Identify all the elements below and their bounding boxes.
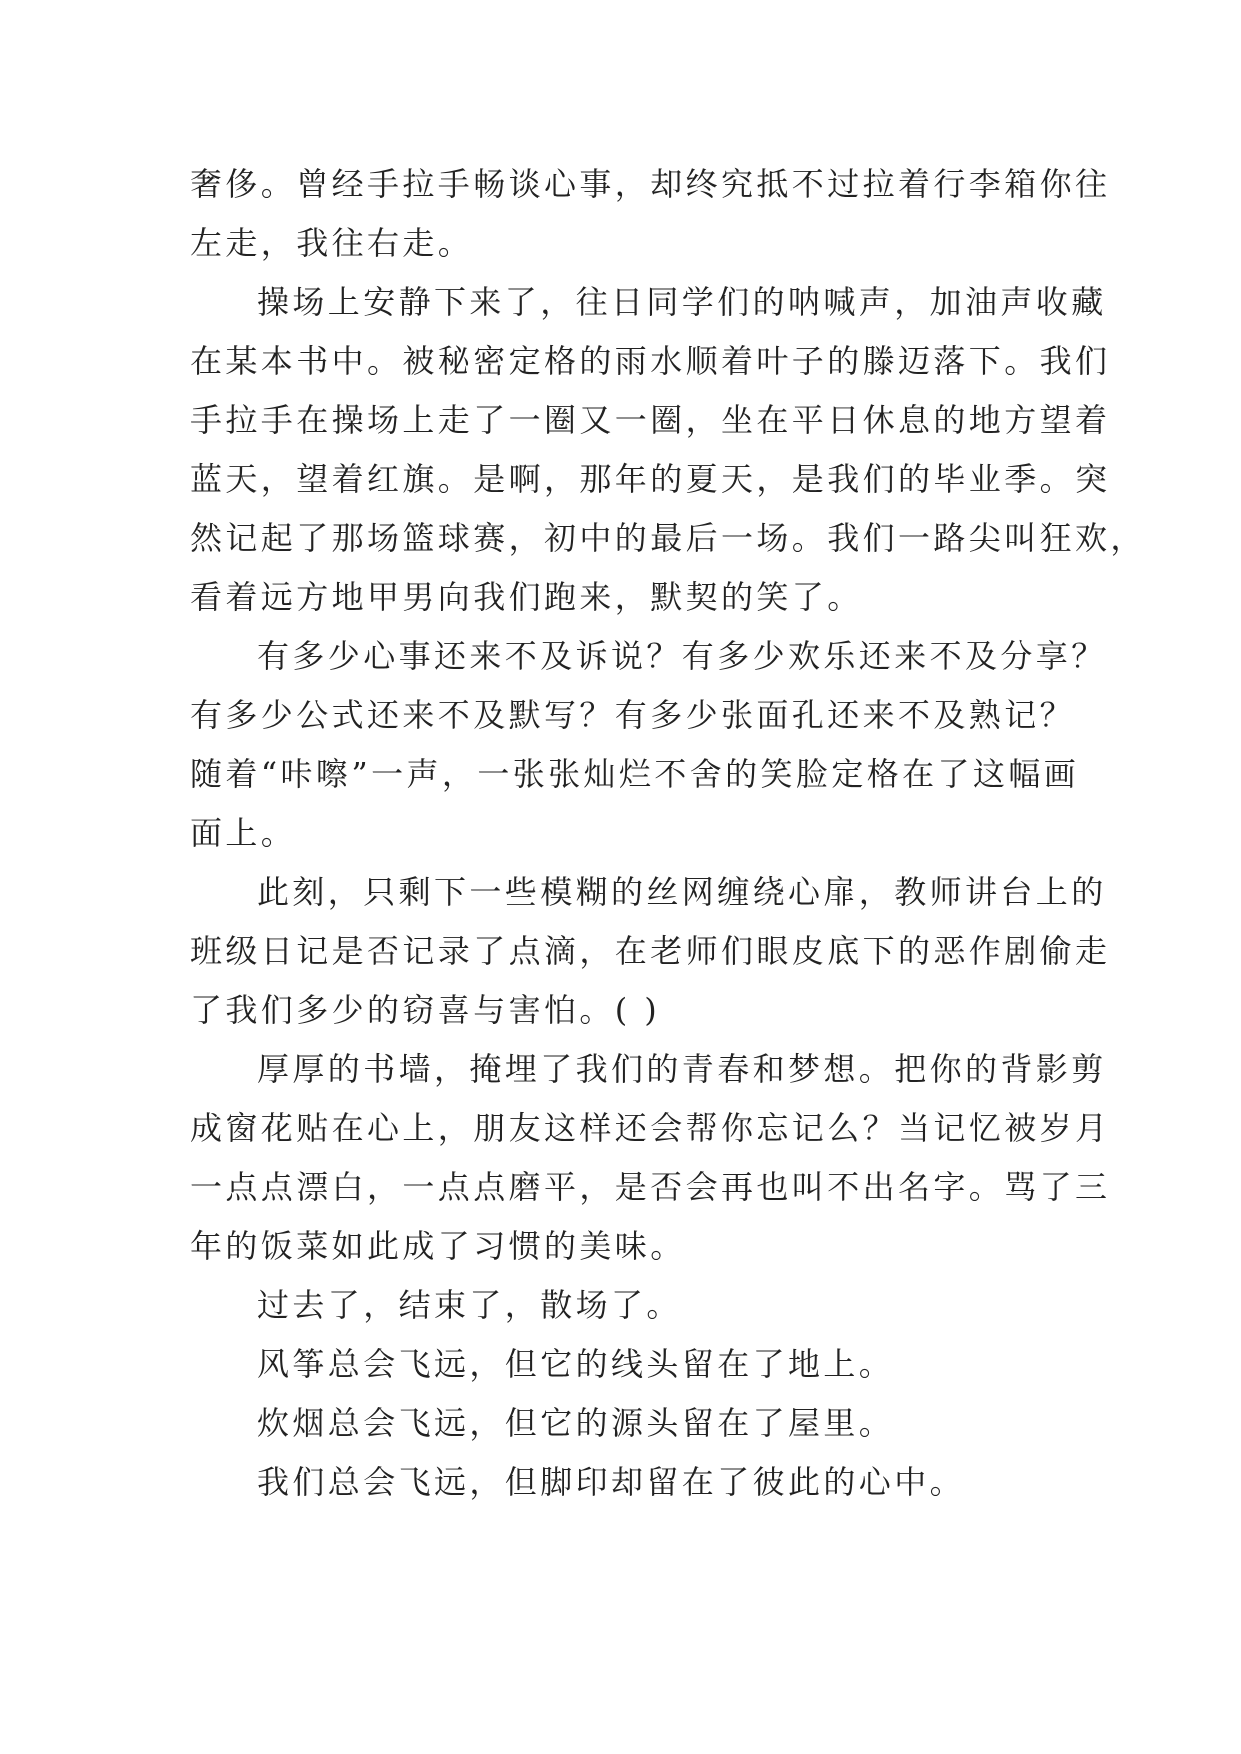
text-line: 成窗花贴在心上，朋友这样还会帮你忘记么？当记忆被岁月 <box>190 1109 1111 1147</box>
text-line: 有多少心事还来不及诉说？有多少欢乐还来不及分享？ <box>257 637 1107 675</box>
text-line: 有多少公式还来不及默写？有多少张面孔还来不及熟记？ <box>190 696 1076 734</box>
text-line: 然记起了那场篮球赛，初中的最后一场。我们一路尖叫狂欢， <box>190 519 1146 557</box>
text-line: 左走，我往右走。 <box>190 224 474 262</box>
text-line: 班级日记是否记录了点滴，在老师们眼皮底下的恶作剧偷走 <box>190 932 1111 970</box>
text-line: 厚厚的书墙，掩埋了我们的青春和梦想。把你的背影剪 <box>257 1050 1107 1088</box>
text-line: 了我们多少的窃喜与害怕。( ) <box>190 991 661 1029</box>
text-line: 风筝总会飞远，但它的线头留在了地上。 <box>257 1345 895 1383</box>
essay-body <box>190 155 1146 1512</box>
text-line: 面上。 <box>190 814 297 852</box>
text-line: 年的饭菜如此成了习惯的美味。 <box>190 1227 686 1265</box>
text-line: 此刻，只剩下一些模糊的丝网缠绕心扉，教师讲台上的 <box>257 873 1107 911</box>
text-line: 过去了，结束了，散场了。 <box>257 1286 682 1324</box>
text-line: 奢侈。曾经手拉手畅谈心事，却终究抵不过拉着行李箱你往 <box>190 165 1111 203</box>
text-line: 我们总会飞远，但脚印却留在了彼此的心中。 <box>257 1463 966 1501</box>
text-line: 炊烟总会飞远，但它的源头留在了屋里。 <box>257 1404 895 1442</box>
text-line: 在某本书中。被秘密定格的雨水顺着叶子的滕迈落下。我们 <box>190 342 1111 380</box>
text-line: 手拉手在操场上走了一圈又一圈，坐在平日休息的地方望着 <box>190 401 1111 439</box>
text-line: 看着远方地甲男向我们跑来，默契的笑了。 <box>190 578 863 616</box>
text-line: 操场上安静下来了，往日同学们的呐喊声，加油声收藏 <box>257 283 1107 321</box>
text-line: 蓝天，望着红旗。是啊，那年的夏天，是我们的毕业季。突 <box>190 460 1111 498</box>
text-line: 随着“咔嚓”一声，一张张灿烂不舍的笑脸定格在了这幅画 <box>190 755 1080 793</box>
text-line: 一点点漂白，一点点磨平，是否会再也叫不出名字。骂了三 <box>190 1168 1111 1206</box>
